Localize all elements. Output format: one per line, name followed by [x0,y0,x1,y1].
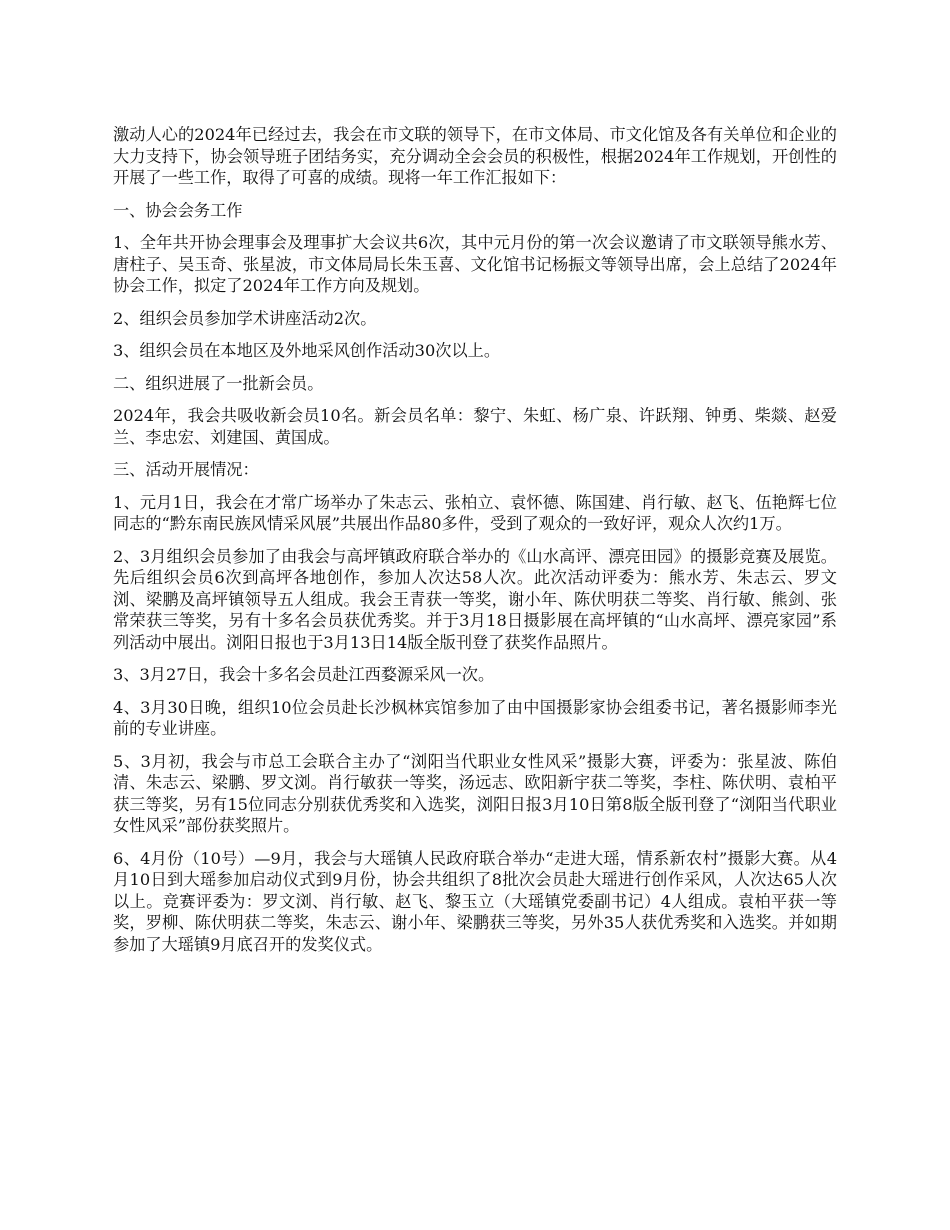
affairs-item-1: 1、全年共开协会理事会及理事扩大会议共6次，其中元月份的第一次会议邀请了市文联领导熊水芳、唐柱子、吴玉奇、张星波，市文体局局长朱玉喜、文化馆书记杨振文等领导出席，会上总结了2024年协会工作，拟定了2024年工作方向及规划。 [113,233,837,295]
activity-item-4: 4、3月30日晚，组织10位会员赴长沙枫林宾馆参加了由中国摄影家协会组委书记，著名摄影师李光前的专业讲座。 [113,697,837,738]
affairs-item-2: 2、组织会员参加学术讲座活动2次。 [113,308,377,328]
section-heading-members: 二、组织进展了一批新会员。 [113,373,324,393]
affairs-item-3: 3、组织会员在本地区及外地采风创作活动30次以上。 [113,341,501,360]
section-heading-activities: 三、活动开展情况： [113,460,259,479]
activity-item-5: 5、3月初，我会与市总工会联合主办了“浏阳当代职业女性风采”摄影大赛，评委为：张星波、陈伯清、朱志云、梁鹏、罗文浏。肖行敏获一等奖，汤远志、欧阳新宇获二等奖，李柱、陈伏明、袁柏平获三等奖，另有15位同志分别获优秀奖和入选奖，浏阳日报3月10日第8版全版刊登了“浏阳当代职业女性风采”部份获奖照片。 [113,751,837,835]
activity-item-1: 1、元月1日，我会在才常广场举办了朱志云、张柏立、袁怀德、陈国建、肖行敏、赵飞、伍艳辉七位同志的“黔东南民族风情采风展”共展出作品80多件，受到了观众的一致好评，观众人次约1万。 [113,492,837,533]
document-body [113,124,837,966]
activity-item-6: 6、4月份（10号）—9月，我会与大瑶镇人民政府联合举办“走进大瑶，情系新农村”摄影大赛。从4月10日到大瑶参加启动仪式到9月份，协会共组织了8批次会员赴大瑶进行创作采风，人次达65人次以上。竞赛评委为：罗文浏、肖行敏、赵飞、黎玉立（大瑶镇党委副书记）4人组成。袁柏平获一等奖，罗柳、陈伏明获二等奖，朱志云、谢小年、梁鹏获三等奖，另外35人获优秀奖和入选奖。并如期参加了大瑶镇9月底召开的发奖仪式。 [113,848,837,954]
members-paragraph: 2024年，我会共吸收新会员10名。新会员名单：黎宁、朱虹、杨广泉、许跃翔、钟勇、柴燚、赵爱兰、李忠宏、刘建国、黄国成。 [113,406,837,447]
activity-item-2: 2、3月组织会员参加了由我会与高坪镇政府联合举办的《山水高评、漂亮田园》的摄影竞赛及展览。先后组织会员6次到高坪各地创作，参加人次达58人次。此次活动评委为：熊水芳、朱志云、罗文浏、梁鹏及高坪镇领导五人组成。我会王青获一等奖，谢小年、陈伏明获二等奖、肖行敏、熊剑、张常荣获三等奖，另有十多名会员获优秀奖。并于3月18日摄影展在高坪镇的“山水高坪、漂亮家园”系列活动中展出。浏阳日报也于3月13日14版全版刊登了获奖作品照片。 [113,546,837,652]
activity-item-3: 3、3月27日，我会十多名会员赴江西婺源采风一次。 [113,665,495,684]
intro-paragraph: 激动人心的2024年已经过去，我会在市文联的领导下，在市文体局、市文化馆及各有关单位和企业的大力支持下，协会领导班子团结务实，充分调动全会会员的积极性，根据2024年工作规划，开创性的开展了一些工作，取得了可喜的成绩。现将一年工作汇报如下： [113,125,837,187]
section-heading-affairs: 一、协会会务工作 [113,200,243,220]
